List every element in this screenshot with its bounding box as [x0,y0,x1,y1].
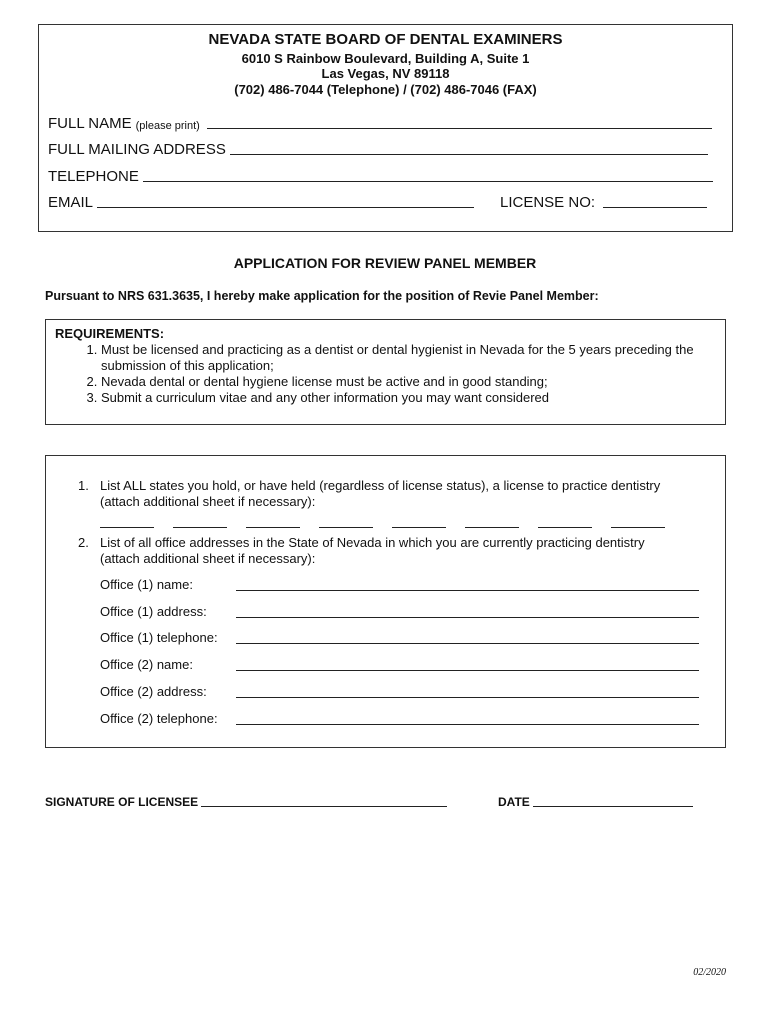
question-1-number: 1. [78,478,89,493]
office-1-telephone-label: Office (1) telephone: [100,630,218,645]
email-label: EMAIL [48,194,94,211]
office-1-address-label: Office (1) address: [100,604,207,619]
email-row [48,194,474,211]
question-2-number: 2. [78,535,89,550]
office-2-telephone-label: Office (2) telephone: [100,711,218,726]
office-1-address-field[interactable] [236,617,699,618]
office-1-name-field[interactable] [236,590,699,591]
office-1-address-row [100,604,207,619]
state-blank[interactable] [465,519,519,528]
state-blank[interactable] [100,519,154,528]
state-blank[interactable] [173,519,227,528]
telephone-label: TELEPHONE [48,168,139,185]
state-blank[interactable] [392,519,446,528]
license-row [500,194,707,211]
requirements-list [46,342,701,406]
office-1-name-row [100,577,193,592]
office-2-address-row [100,684,207,699]
mailing-address-label: FULL MAILING ADDRESS [48,141,226,158]
requirements-title: REQUIREMENTS: [55,326,165,341]
address-line-1: 6010 S Rainbow Boulevard, Building A, Suite 1 [241,51,530,66]
requirements-box [45,319,726,425]
header-box [38,24,733,232]
state-blank[interactable] [319,519,373,528]
full-name-label: FULL NAME [48,115,132,132]
telephone-row [48,168,713,185]
address-line-2: Las Vegas, NV 89118 [321,66,450,81]
question-1-line-1: List ALL states you hold, or have held (regardless of license status), a license to practice dentistry [100,478,661,493]
state-blank[interactable] [611,519,665,528]
office-2-name-row [100,657,193,672]
full-name-hint: (please print) [135,120,200,132]
state-blank[interactable] [538,519,592,528]
full-name-field[interactable] [207,127,712,129]
office-2-telephone-field[interactable] [236,724,699,725]
full-name-row [48,115,712,132]
form-revision-code: 02/2020 [693,967,726,978]
license-field[interactable] [603,206,707,208]
phone-fax-line: (702) 486-7044 (Telephone) / (702) 486-7046 (FAX) [234,82,537,97]
requirement-item: 2. Nevada dental or dental hygiene license must be active and in good standing; [101,374,701,390]
requirement-item: 1. Must be licensed and practicing as a dentist or dental hygienist in Nevada for the 5 years preceding the submission of this application; [101,342,701,374]
signature-label: SIGNATURE OF LICENSEE [45,795,199,809]
mailing-address-field[interactable] [230,153,708,155]
office-1-telephone-row [100,630,218,645]
board-title: NEVADA STATE BOARD OF DENTAL EXAMINERS [208,31,563,48]
date-field[interactable] [533,806,693,807]
office-1-telephone-field[interactable] [236,643,699,644]
questions-box [45,455,726,748]
mailing-address-row [48,141,708,158]
state-blank[interactable] [246,519,300,528]
telephone-field[interactable] [143,180,713,182]
question-2-line-1: List of all office addresses in the State of Nevada in which you are currently practicing dentistry [100,535,645,550]
application-title: APPLICATION FOR REVIEW PANEL MEMBER [233,255,537,271]
requirement-item: 3. Submit a curriculum vitae and any other information you may want considered [101,390,701,406]
office-2-name-label: Office (2) name: [100,657,193,672]
question-1-line-2: (attach additional sheet if necessary): [100,494,316,509]
office-2-name-field[interactable] [236,670,699,671]
date-row [498,795,693,809]
office-2-address-field[interactable] [236,697,699,698]
office-2-address-label: Office (2) address: [100,684,207,699]
license-label: LICENSE NO: [500,194,596,211]
office-2-telephone-row [100,711,218,726]
signature-field[interactable] [201,806,447,807]
date-label: DATE [498,795,530,809]
email-field[interactable] [97,206,474,208]
office-1-name-label: Office (1) name: [100,577,193,592]
states-blanks [100,519,684,528]
signature-row [45,795,447,809]
pursuant-statement: Pursuant to NRS 631.3635, I hereby make application for the position of Revie Panel Member: [45,289,599,303]
question-2-line-2: (attach additional sheet if necessary): [100,551,316,566]
